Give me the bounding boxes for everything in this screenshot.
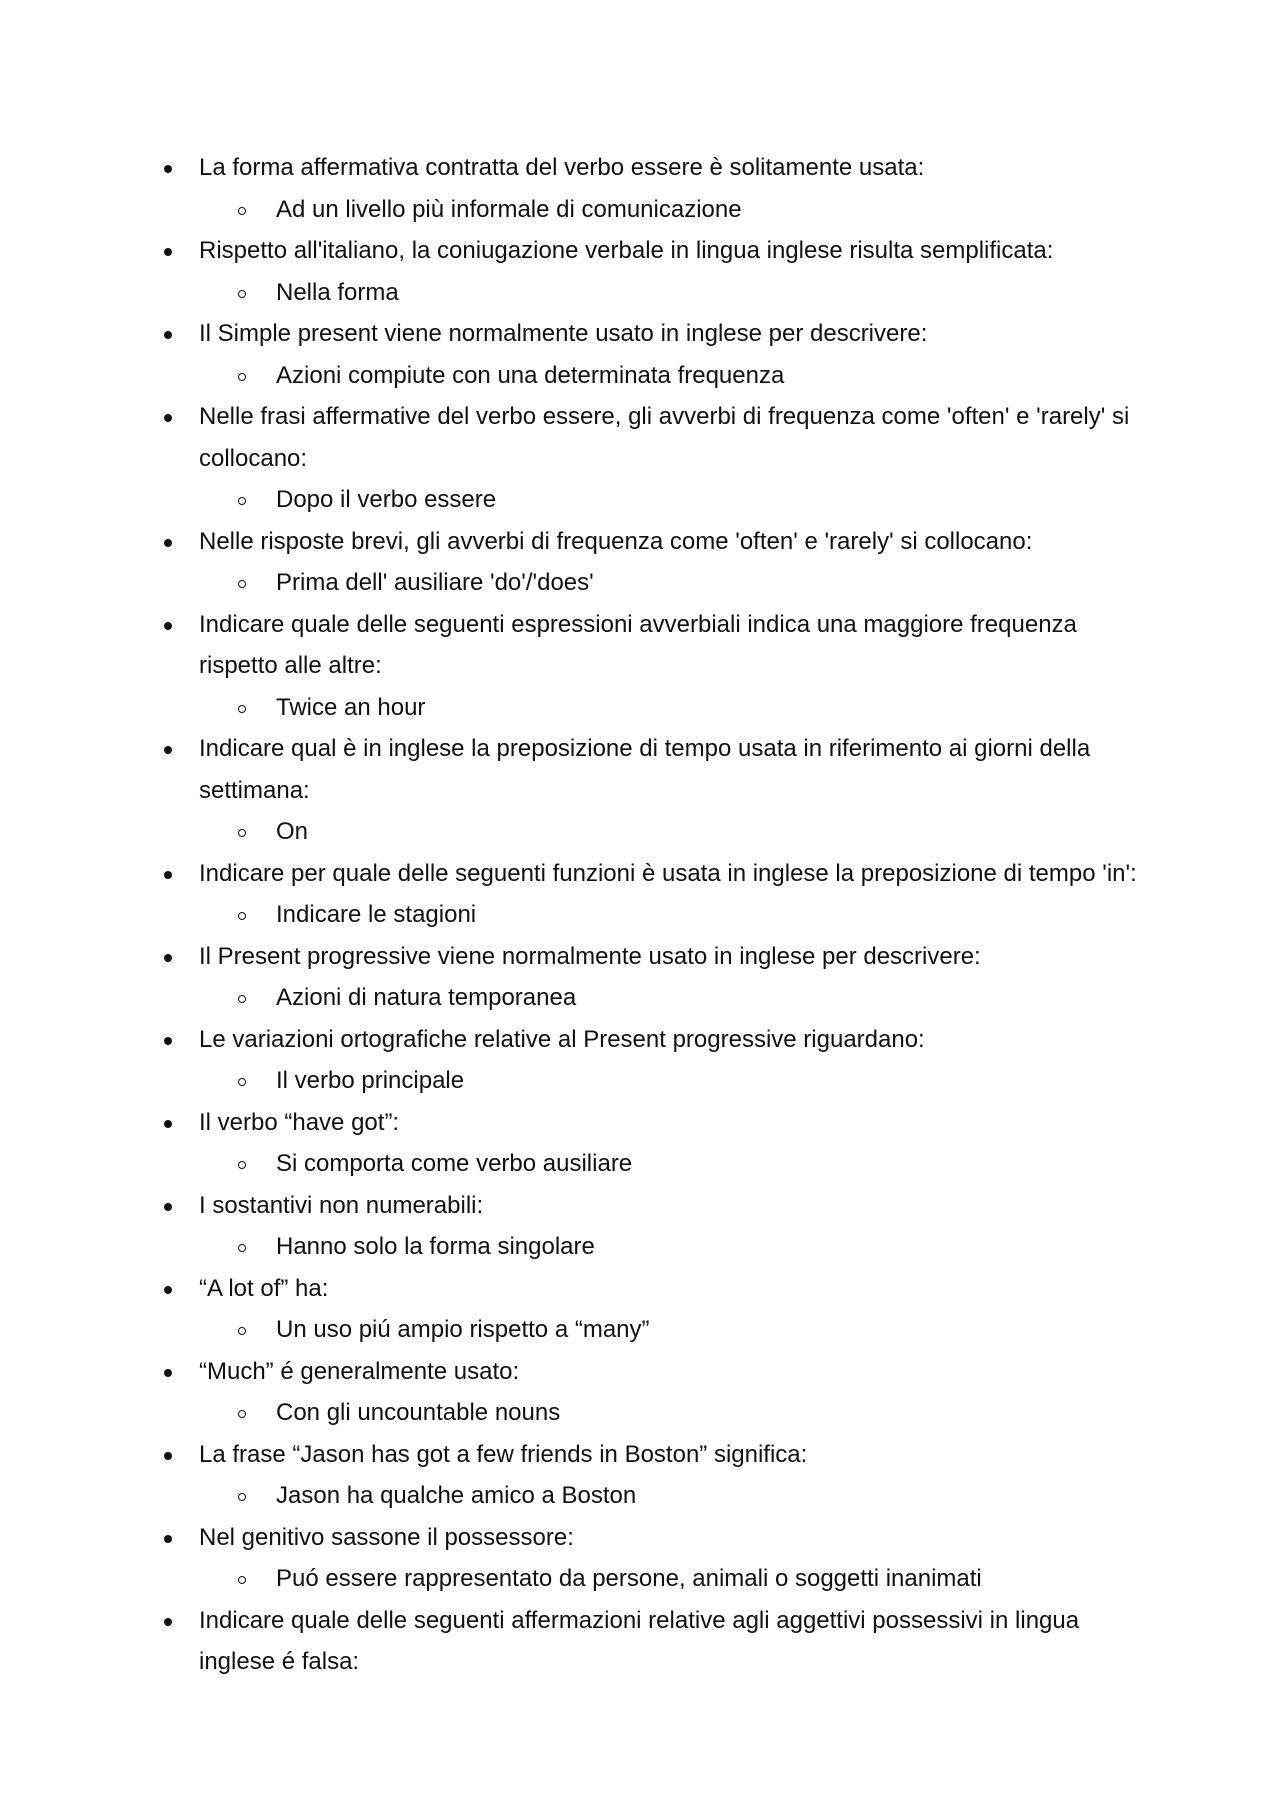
answer-text: On [276, 818, 309, 845]
bullet-icon [164, 1452, 172, 1460]
bullet-icon [164, 1369, 172, 1377]
question-item [0, 1019, 1280, 1102]
bullet-icon [164, 165, 172, 173]
question-item [0, 147, 1280, 230]
answer-text: Un uso piú ampio rispetto a “many” [276, 1316, 650, 1343]
circle-bullet-icon [238, 373, 246, 381]
question-item [0, 853, 1280, 936]
question-item [0, 230, 1280, 313]
bullet-icon [164, 871, 172, 879]
question-text: Rispetto all'italiano, la coniugazione verbale in lingua inglese risulta semplificata: [199, 237, 1054, 264]
question-item [0, 1351, 1280, 1434]
bullet-icon [164, 1037, 172, 1045]
answer-text: Azioni compiute con una determinata frequenza [276, 361, 785, 389]
question-text: I sostantivi non numerabili: [199, 1191, 484, 1219]
circle-bullet-icon [238, 829, 246, 837]
bullet-icon [164, 746, 172, 754]
answer-text: Jason ha qualche amico a Boston [276, 1482, 637, 1509]
circle-bullet-icon [238, 1410, 246, 1418]
bullet-icon [164, 331, 172, 339]
circle-bullet-icon [238, 912, 246, 920]
bullet-icon [164, 1618, 172, 1626]
question-text: Indicare quale delle seguenti espressioni avverbiali indica una maggiore frequenza rispetto alle altre: [199, 610, 1077, 679]
answer-text: Prima dell' ausiliare 'do'/'does' [276, 569, 594, 596]
question-item [0, 396, 1280, 521]
answer-text: Indicare le stagioni [276, 901, 477, 928]
question-text: Indicare quale delle seguenti affermazioni relative agli aggettivi possessivi in lingua inglese é falsa: [199, 1606, 1080, 1675]
circle-bullet-icon [238, 1327, 246, 1335]
bullet-icon [164, 1535, 172, 1543]
circle-bullet-icon [238, 580, 246, 588]
question-text: Le variazioni ortografiche relative al Present progressive riguardano: [199, 1025, 925, 1053]
circle-bullet-icon [238, 1244, 246, 1252]
question-item [0, 1600, 1280, 1683]
question-item [0, 1185, 1280, 1268]
answer-text: Nella forma [276, 278, 399, 306]
answer-text: Twice an hour [276, 693, 426, 721]
answer-text: Dopo il verbo essere [276, 486, 497, 513]
question-item [0, 1434, 1280, 1517]
question-item [0, 1268, 1280, 1351]
circle-bullet-icon [238, 1078, 246, 1086]
question-text: Nelle frasi affermative del verbo essere, gli avverbi di frequenza come 'often' e 'rarely' si collocano: [199, 403, 1130, 472]
question-text: La frase “Jason has got a few friends in Boston” significa: [199, 1440, 808, 1468]
circle-bullet-icon [238, 207, 246, 215]
circle-bullet-icon [238, 1576, 246, 1584]
question-item [0, 604, 1280, 729]
answer-text: Si comporta come verbo ausiliare [276, 1150, 633, 1177]
question-item [0, 1517, 1280, 1600]
bullet-icon [164, 1120, 172, 1128]
question-item [0, 1102, 1280, 1185]
question-item [0, 521, 1280, 604]
bullet-icon [164, 1203, 172, 1211]
circle-bullet-icon [238, 497, 246, 505]
bullet-icon [164, 414, 172, 422]
question-text: Nel genitivo sassone il possessore: [199, 1523, 574, 1551]
question-text: Indicare qual è in inglese la preposizione di tempo usata in riferimento ai giorni della settimana: [199, 735, 1091, 804]
answer-text: Ad un livello più informale di comunicazione [276, 195, 742, 223]
bullet-icon [164, 248, 172, 256]
bullet-icon [164, 954, 172, 962]
bullet-icon [164, 1286, 172, 1294]
circle-bullet-icon [238, 705, 246, 713]
question-text: Il verbo “have got”: [199, 1108, 400, 1136]
question-text: La forma affermativa contratta del verbo essere è solitamente usata: [199, 154, 925, 181]
question-text: Il Simple present viene normalmente usato in inglese per descrivere: [199, 320, 928, 347]
question-text: “Much” é generalmente usato: [199, 1357, 520, 1385]
question-text: Il Present progressive viene normalmente usato in inglese per descrivere: [199, 942, 981, 970]
answer-text: Il verbo principale [276, 1067, 465, 1094]
question-text: Nelle risposte brevi, gli avverbi di frequenza come 'often' e 'rarely' si collocano: [199, 527, 1033, 555]
question-text: “A lot of” ha: [199, 1274, 329, 1302]
question-text: Indicare per quale delle seguenti funzioni è usata in inglese la preposizione di tempo 'in': [199, 859, 1137, 887]
answer-text: Azioni di natura temporanea [276, 984, 577, 1011]
question-item [0, 313, 1280, 396]
answer-text: Con gli uncountable nouns [276, 1399, 561, 1426]
answer-text: Hanno solo la forma singolare [276, 1233, 595, 1260]
circle-bullet-icon [238, 995, 246, 1003]
circle-bullet-icon [238, 1493, 246, 1501]
bullet-icon [164, 622, 172, 630]
bullet-icon [164, 539, 172, 547]
circle-bullet-icon [238, 290, 246, 298]
question-list [0, 147, 1280, 1683]
question-item [0, 936, 1280, 1019]
circle-bullet-icon [238, 1161, 246, 1169]
question-item [0, 728, 1280, 853]
answer-text: Puó essere rappresentato da persone, animali o soggetti inanimati [276, 1565, 982, 1592]
